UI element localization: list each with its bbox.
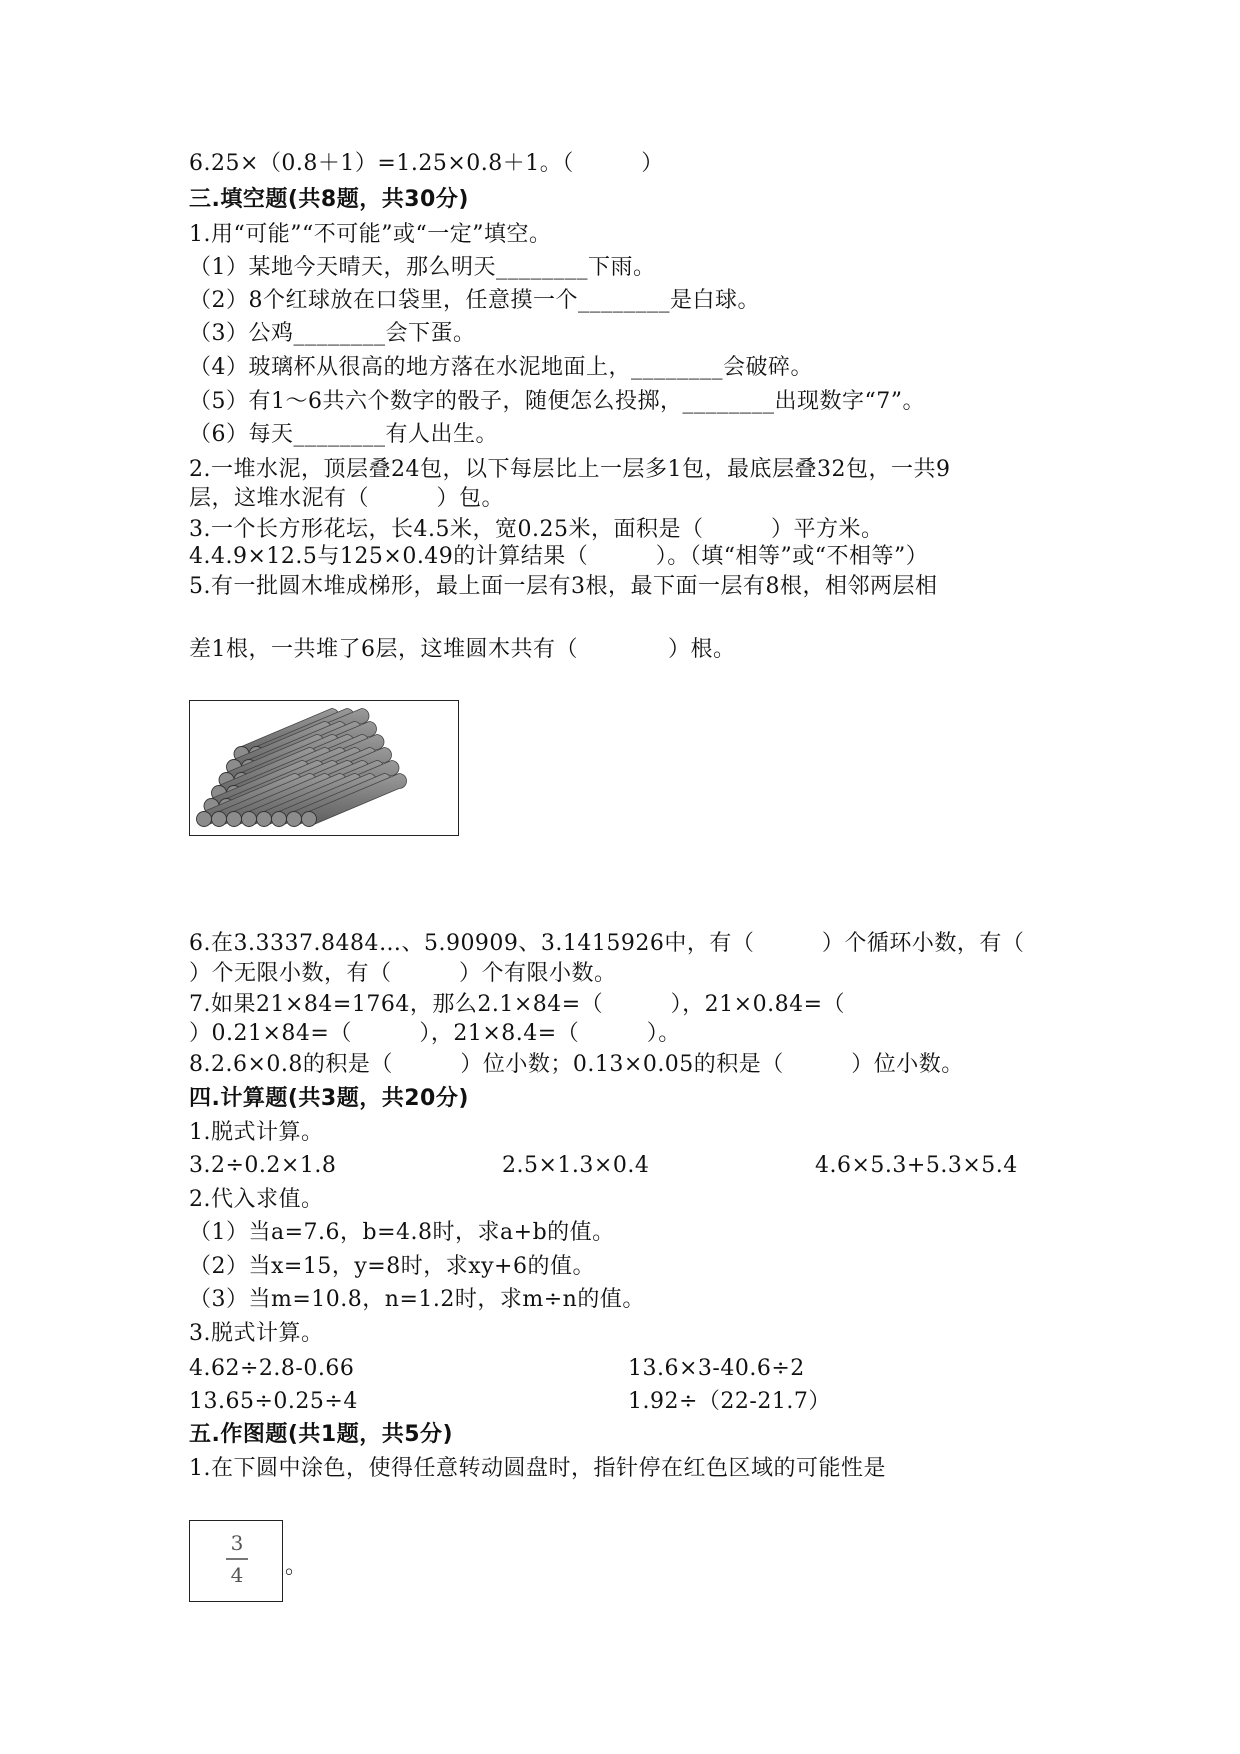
question-5-1: 1.在下圆中涂色，使得任意转动圆盘时，指针停在红色区域的可能性是 (189, 1456, 886, 1481)
calc-3-item-2: 13.6×3-40.6÷2 (628, 1356, 805, 1381)
calc-3-item-3: 13.65÷0.25÷4 (189, 1389, 358, 1414)
log-end (212, 812, 227, 827)
fraction-numerator: 3 (230, 1531, 244, 1555)
fraction (190, 1531, 284, 1587)
question-3-1: 1.用“可能”“不可能”或“一定”填空。 (189, 222, 552, 247)
question-4-2-part-3: （3）当m=10.8，n=1.2时，求m÷n的值。 (189, 1287, 645, 1312)
log-end (197, 812, 212, 827)
fraction-tail-punctuation: 。 (285, 1554, 308, 1579)
section-5-heading: 五.作图题(共1题，共5分) (189, 1422, 454, 1447)
question-3-4: 4.4.9×12.5与125×0.49的计算结果（ ）。（填“相等”或“不相等”） (189, 544, 929, 569)
log-end (287, 812, 302, 827)
log-end (302, 812, 317, 827)
question-4-2: 2.代入求值。 (189, 1187, 324, 1212)
log-end (227, 812, 242, 827)
question-3-8: 8.2.6×0.8的积是（ ）位小数；0.13×0.05的积是（ ）位小数。 (189, 1052, 964, 1077)
question-3-2-line-2: 层，这堆水泥有（ ）包。 (189, 486, 505, 511)
true-false-item-6: 6.25×（0.8＋1）=1.25×0.8＋1。（ ） (189, 151, 664, 176)
section-3-heading: 三.填空题(共8题，共30分) (189, 187, 469, 212)
log-pile-icon (190, 701, 458, 835)
calc-1-item-2: 2.5×1.3×0.4 (502, 1153, 650, 1178)
question-3-5-line-1: 5.有一批圆木堆成梯形，最上面一层有3根，最下面一层有8根，相邻两层相 (189, 574, 938, 599)
question-3-5-line-2: 差1根，一共堆了6层，这堆圆木共有（ ）根。 (189, 637, 736, 662)
question-3-2-line-1: 2.一堆水泥，顶层叠24包，以下每层比上一层多1包，最底层叠32包，一共9 (189, 457, 951, 482)
log-end (257, 812, 272, 827)
question-4-2-part-2: （2）当x=15，y=8时，求xy+6的值。 (189, 1254, 595, 1279)
question-3-7-line-2: ）0.21×84=（ ），21×8.4=（ ）。 (189, 1021, 681, 1046)
question-3-1-part-3: （3）公鸡________会下蛋。 (189, 321, 476, 346)
question-4-2-part-1: （1）当a=7.6，b=4.8时，求a+b的值。 (189, 1220, 615, 1245)
fraction-box (189, 1520, 283, 1602)
question-3-6-line-1: 6.在3.3337.8484…、5.90909、3.1415926中，有（ ）个循环小数，有（ (189, 931, 1025, 956)
question-3-7-line-1: 7.如果21×84=1764，那么2.1×84=（ ），21×0.84=（ (189, 992, 846, 1017)
section-4-heading: 四.计算题(共3题，共20分) (189, 1086, 469, 1111)
calc-1-item-3: 4.6×5.3+5.3×5.4 (815, 1153, 1018, 1178)
question-3-1-part-6: （6）每天________有人出生。 (189, 422, 498, 447)
question-3-3: 3.一个长方形花坛，长4.5米，宽0.25米，面积是（ ）平方米。 (189, 517, 884, 542)
calc-3-item-1: 4.62÷2.8-0.66 (189, 1356, 355, 1381)
fraction-bar (226, 1558, 248, 1560)
fraction-denominator: 4 (230, 1562, 244, 1587)
calc-3-item-4: 1.92÷（22-21.7） (628, 1389, 831, 1414)
log-end (242, 812, 257, 827)
question-4-1: 1.脱式计算。 (189, 1120, 324, 1145)
question-3-1-part-1: （1）某地今天晴天，那么明天________下雨。 (189, 255, 656, 280)
question-3-1-part-5: （5）有1～6共六个数字的骰子，随便怎么投掷，________出现数字“7”。 (189, 389, 925, 414)
question-3-1-part-4: （4）玻璃杯从很高的地方落在水泥地面上，________会破碎。 (189, 355, 813, 380)
calc-1-item-1: 3.2÷0.2×1.8 (189, 1153, 337, 1178)
question-3-1-part-2: （2）8个红球放在口袋里，任意摸一个________是白球。 (189, 288, 760, 313)
question-3-6-line-2: ）个无限小数，有（ ）个有限小数。 (189, 961, 617, 986)
question-4-3: 3.脱式计算。 (189, 1321, 324, 1346)
log-pile-illustration (189, 700, 459, 836)
log-end (272, 812, 287, 827)
